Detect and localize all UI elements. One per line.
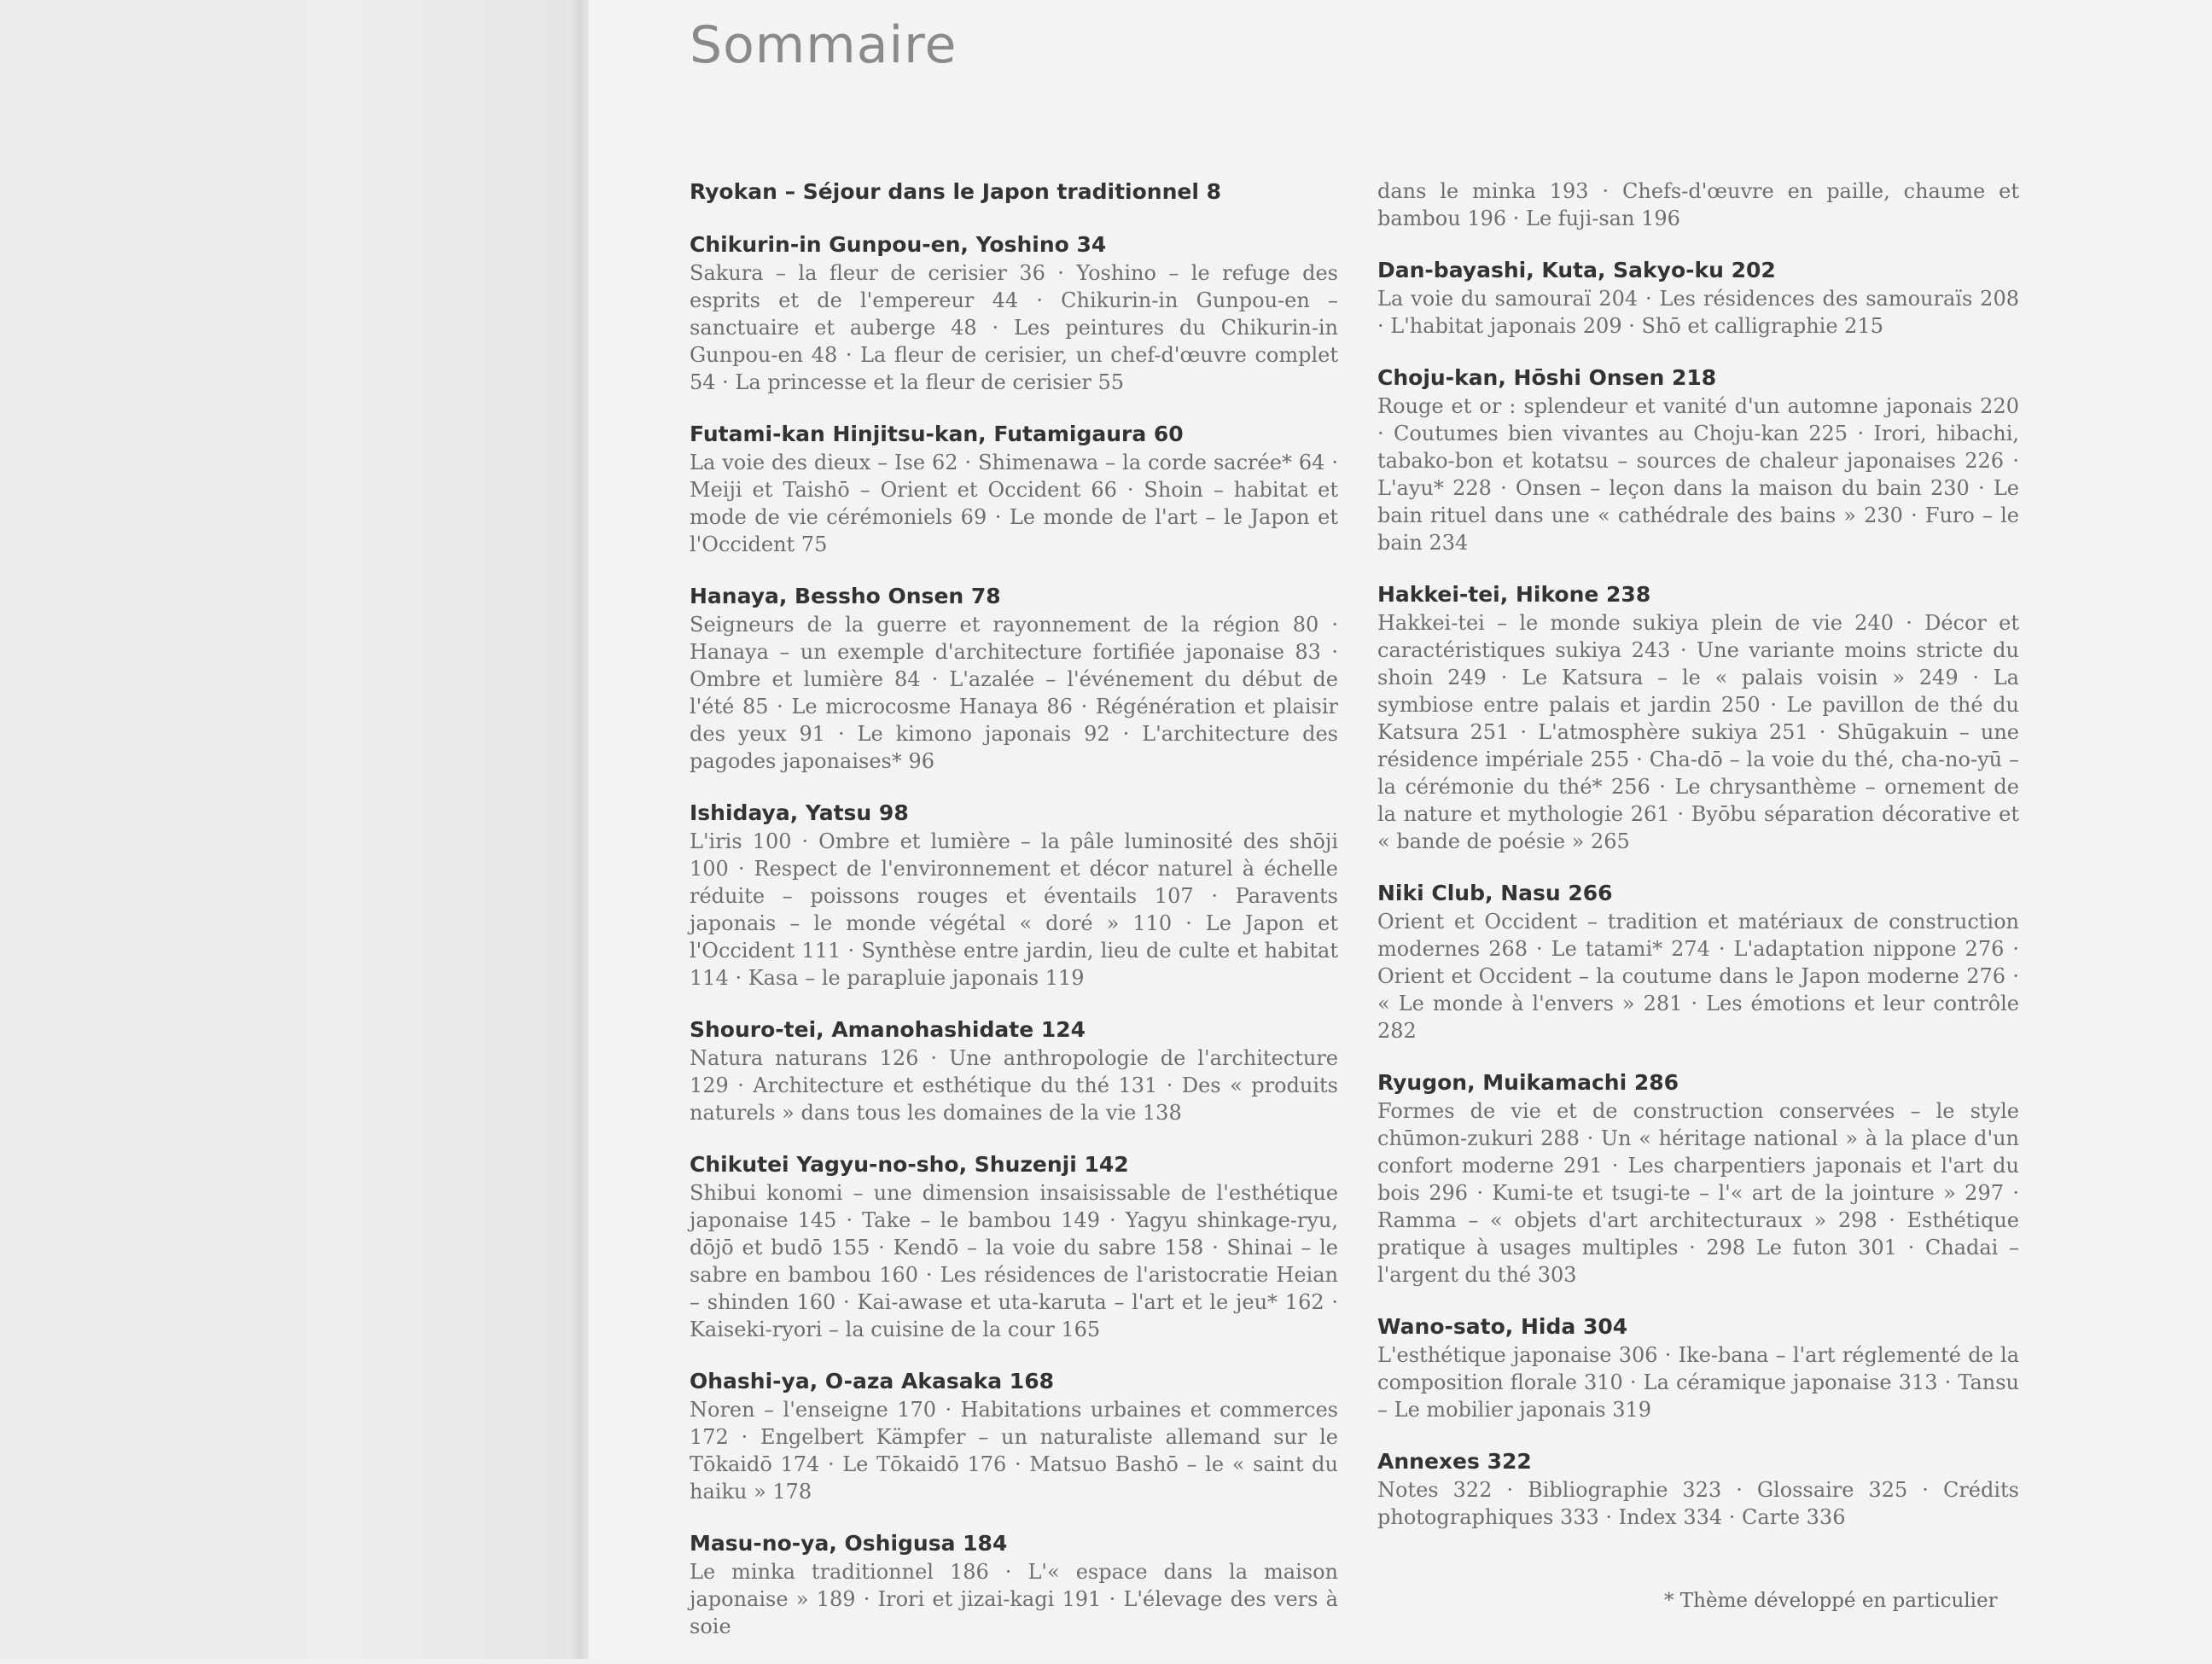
toc-entry <box>1377 1447 2019 1531</box>
toc-entry <box>690 230 1338 396</box>
toc-entry-continued <box>1377 177 2019 232</box>
toc-text: Notes 322 · Bibliographie 323 · Glossaire 325 · Crédits photographiques 333 · Index 334 · Carte 336 <box>1377 1478 2019 1529</box>
toc-heading: Dan-bayashi, Kuta, Sakyo-ku 202 <box>1377 258 1776 282</box>
toc-text: Noren – l'enseigne 170 · Habitations urbaines et commerces 172 · Engelbert Kämpfer – un naturaliste allemand sur le Tōkaidō 174 · Le Tōkaidō 176 · Matsuo Bashō – le « saint du haiku » 178 <box>690 1398 1338 1504</box>
toc-text: Formes de vie et de construction conservées – le style chūmon-zukuri 288 · Un « héritage national » à la place d'un confort moderne 291 · Les charpentiers japonais et l'art du bois 296 · Kumi-te et tsugi-te – l'« art de la jointure » 297 · Ramma – « objets d'art architecturaux » 298 · Esthétique pratique à usages multiples · 298 Le futon 301 · Chadai – l'argent du thé 303 <box>1377 1099 2019 1287</box>
toc-entry <box>1377 1312 2019 1423</box>
toc-text: La voie du samouraï 204 · Les résidences des samouraïs 208 · L'habitat japonais 209 · Shō et calligraphie 215 <box>1377 287 2019 338</box>
toc-heading: Futami-kan Hinjitsu-kan, Futamigaura 60 <box>690 422 1184 446</box>
toc-text: La voie des dieux – Ise 62 · Shimenawa – la corde sacrée* 64 · Meiji et Taishō – Orient et Occident 66 · Shoin – habitat et mode de vie cérémoniels 69 · Le monde de l'art – le Japon et l'Occident 75 <box>690 451 1338 556</box>
toc-text: dans le minka 193 · Chefs-d'œuvre en paille, chaume et bambou 196 · Le fuji-san 196 <box>1377 179 2019 230</box>
toc-left-column <box>690 177 1338 1664</box>
toc-entry <box>690 582 1338 775</box>
toc-text: Seigneurs de la guerre et rayonnement de la région 80 · Hanaya – un exemple d'architecture fortifiée japonaise 83 · Ombre et lumière 84 · L'azalée – l'événement du début de l'été 85 · Le microcosme Hanaya 86 · Régénération et plaisir des yeux 91 · Le kimono japonais 92 · L'architecture des pagodes japonaises* 96 <box>690 613 1338 773</box>
toc-entry <box>690 1150 1338 1343</box>
toc-heading: Masu-no-ya, Oshigusa 184 <box>690 1531 1008 1556</box>
toc-entry <box>1377 879 2019 1044</box>
toc-right-column <box>1377 177 2019 1555</box>
toc-text: L'esthétique japonaise 306 · Ike-bana – l'art réglementé de la composition florale 310 · La céramique japonaise 313 · Tansu – Le mobilier japonais 319 <box>1377 1343 2019 1422</box>
footnote: * Thème développé en particulier <box>1664 1590 1998 1612</box>
toc-entry <box>690 1015 1338 1126</box>
toc-entry <box>690 420 1338 558</box>
toc-entry <box>690 1367 1338 1505</box>
toc-heading: Ryugon, Muikamachi 286 <box>1377 1070 1679 1095</box>
toc-text: Le minka traditionnel 186 · L'« espace dans la maison japonaise » 189 · Irori et jizai-kagi 191 · L'élevage des vers à soie <box>690 1560 1338 1638</box>
toc-heading: Chikutei Yagyu-no-sho, Shuzenji 142 <box>690 1152 1129 1177</box>
toc-entry <box>1377 580 2019 855</box>
toc-text: Natura naturans 126 · Une anthropologie de l'architecture 129 · Architecture et esthétique du thé 131 · Des « produits naturels » dans tous les domaines de la vie 138 <box>690 1046 1338 1125</box>
toc-text: Rouge et or : splendeur et vanité d'un automne japonais 220 · Coutumes bien vivantes au Choju-kan 225 · Irori, hibachi, tabako-bon et kotatsu – sources de chaleur japonaises 226 · L'ayu* 228 · Onsen – leçon dans la maison du bain 230 · Le bain rituel dans une « cathédrale des bains » 230 · Furo – le bain 234 <box>1377 394 2019 555</box>
toc-text: Sakura – la fleur de cerisier 36 · Yoshino – le refuge des esprits et de l'empereur 44 · Chikurin-in Gunpou-en – sanctuaire et auberge 48 · Les peintures du Chikurin-in Gunpou-en 48 · La fleur de cerisier, un chef-d'œuvre complet 54 · La princesse et la fleur de cerisier 55 <box>690 261 1338 394</box>
toc-text: Hakkei-tei – le monde sukiya plein de vie 240 · Décor et caractéristiques sukiya 243 · Une variante moins stricte du shoin 249 · Le Katsura – le « palais voisin » 249 · La symbiose entre palais et jardin 250 · Le pavillon de thé du Katsura 251 · L'atmosphère sukiya 251 · Shūgakuin – une résidence impériale 255 · Cha-dō – la voie du thé, cha-no-yū – la cérémonie du thé* 256 · Le chrysanthème – ornement de la nature et mythologie 261 · Byōbu séparation décorative et « bande de poésie » 265 <box>1377 611 2019 853</box>
toc-heading: Ryokan – Séjour dans le Japon traditionnel 8 <box>690 179 1221 204</box>
toc-entry <box>1377 256 2019 340</box>
left-page <box>0 0 589 1659</box>
toc-text: Orient et Occident – tradition et matériaux de construction modernes 268 · Le tatami* 274 · L'adaptation nippone 276 · Orient et Occident – la coutume dans le Japon moderne 276 · « Le monde à l'envers » 281 · Les émotions et leur contrôle 282 <box>1377 910 2019 1043</box>
toc-heading: Annexes 322 <box>1377 1449 1532 1474</box>
toc-entry <box>690 1529 1338 1640</box>
toc-heading: Ohashi-ya, O-aza Akasaka 168 <box>690 1369 1054 1393</box>
toc-heading: Shouro-tei, Amanohashidate 124 <box>690 1017 1086 1042</box>
book-gutter <box>570 0 589 1659</box>
toc-heading: Hakkei-tei, Hikone 238 <box>1377 582 1651 607</box>
toc-entry <box>690 799 1338 992</box>
toc-heading: Hanaya, Bessho Onsen 78 <box>690 584 1001 608</box>
toc-entry <box>1377 364 2019 556</box>
toc-heading: Choju-kan, Hōshi Onsen 218 <box>1377 365 1717 390</box>
toc-text: Shibui konomi – une dimension insaisissable de l'esthétique japonaise 145 · Take – le bambou 149 · Yagyu shinkage-ryu, dōjō et budō 155 · Kendō – la voie du sabre 158 · Shinai – le sabre en bambou 160 · Les résidences de l'aristocratie Heian – shinden 160 · Kai-awase et uta-karuta – l'art et le jeu* 162 · Kaiseki-ryori – la cuisine de la cour 165 <box>690 1181 1338 1341</box>
toc-heading: Wano-sato, Hida 304 <box>1377 1314 1628 1339</box>
toc-entry <box>1377 1068 2019 1289</box>
toc-heading: Ishidaya, Yatsu 98 <box>690 800 909 825</box>
toc-text: L'iris 100 · Ombre et lumière – la pâle luminosité des shōji 100 · Respect de l'environnement et décor naturel à échelle réduite – poissons rouges et éventails 107 · Paravents japonais – le monde végétal « doré » 110 · Le Japon et l'Occident 111 · Synthèse entre jardin, lieu de culte et habitat 114 · Kasa – le parapluie japonais 119 <box>690 829 1338 990</box>
toc-heading: Chikurin-in Gunpou-en, Yoshino 34 <box>690 232 1107 257</box>
toc-entry <box>690 177 1338 207</box>
toc-heading: Niki Club, Nasu 266 <box>1377 881 1613 905</box>
page-title: Sommaire <box>690 15 958 75</box>
